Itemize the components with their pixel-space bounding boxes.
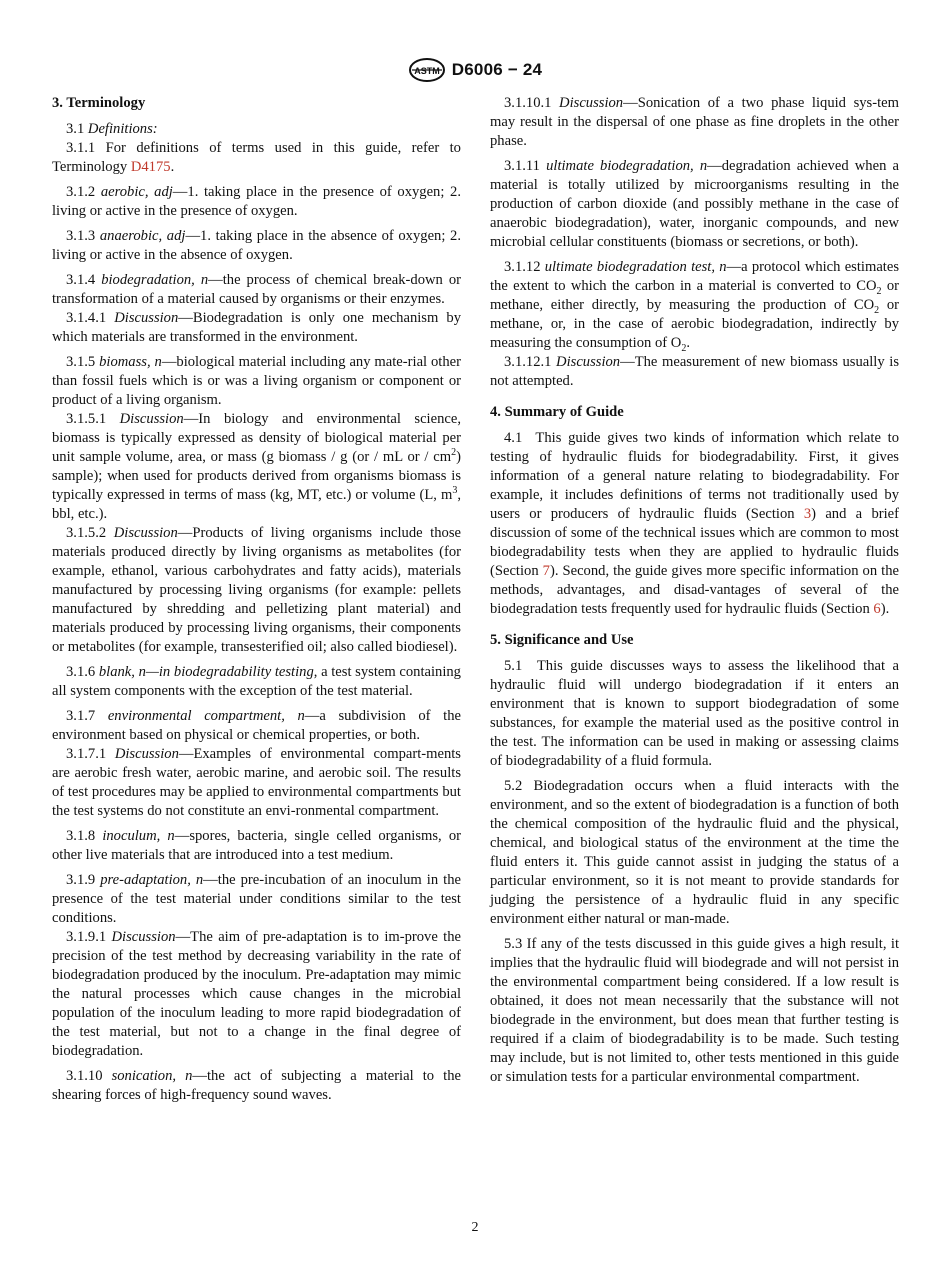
para-3-1-7-1: 3.1.7.1 Discussion—Examples of environmental compart-ments are aerobic fresh water, aerobic marine, and aerobic soil. The results of test procedures may be applied to environmental compartments but the test systems do not constitute an envi-ronmental compartment.: [52, 746, 461, 819]
ref-section-3-link[interactable]: 3: [803, 506, 812, 522]
para-3-1-9: 3.1.9 pre-adaptation, n—the pre-incubation of an inoculum in the presence of the test material under conditions similar to the test conditions.: [52, 872, 461, 926]
document-id: D6006 − 24: [451, 60, 543, 79]
ref-section-6-link[interactable]: 6: [873, 601, 881, 617]
section-4-heading: 4. Summary of Guide: [490, 404, 624, 420]
para-3-1-5-2: 3.1.5.2 Discussion—Products of living organisms include those materials produced directly by living organisms as metabolites (for example, ethanol, various carbohydrates and fatty acids), materials manufactured by processing living organisms (for example: pellets manufactured by shredding and pelletizing plant material) and materials produced by processing living organisms, their components or metabolites (for example, transesterified oil; also called biodiesel).: [52, 525, 461, 655]
para-3-1-10-1: 3.1.10.1 Discussion—Sonication of a two phase liquid sys-tem may result in the dispersal of one phase as fine droplets in the other phase.: [490, 95, 899, 149]
ref-d4175-link[interactable]: D4175: [130, 159, 171, 175]
para-3-1-7: 3.1.7 environmental compartment, n—a subdivision of the environment based on physical or chemical properties, or both.: [52, 708, 461, 743]
page-header: [0, 56, 950, 84]
para-3-1-4: 3.1.4 biodegradation, n—the process of chemical break-down or transformation of a material caused by organisms or their enzymes.: [52, 272, 461, 307]
svg-text:ASTM: ASTM: [414, 66, 440, 76]
para-3-1-12-1: 3.1.12.1 Discussion—The measurement of new biomass usually is not attempted.: [490, 354, 899, 389]
section-5-heading: 5. Significance and Use: [490, 632, 634, 648]
para-5-1: 5.1 This guide discusses ways to assess the likelihood that a hydraulic fluid will undergo biodegradation if it enters an environment that is known to support biodegradation of some substances, for example the material used as the positive control in the test. The information can be used in making or assessing claims of biodegradability of a fluid formula.: [490, 658, 899, 769]
para-5-3: 5.3 If any of the tests discussed in this guide gives a high result, it implies that the hydraulic fluid will biodegrade and will not persist in the environmental compartment being considered. If a low result is obtained, it does not mean necessarily that the substance will not biodegrade in the environment, but does mean that further testing is required if a claim of biodegradability is to be made. Such testing may include, but is not limited to, other tests mentioned in this guide or simulation tests for a particular environmental compartment.: [490, 936, 899, 1085]
para-5-2: 5.2 Biodegradation occurs when a fluid interacts with the environment, and so the extent of biodegradation is a function of both the chemical composition of the hydraulic fluid and the physical, chemical, and biological status of the environment at the time the fluid enters it. This guide cannot assist in judging the status of a particular environment, so it is not meant to provide standards for judging the persistence of a hydraulic fluid in any specific environment either natural or man-made.: [490, 778, 899, 927]
para-3-1-11: 3.1.11 ultimate biodegradation, n—degradation achieved when a material is totally utilized by microorganisms resulting in the production of carbon dioxide (and possibly methane in the case of anaerobic biodegradation), water, inorganic compounds, and new microbial cellular constituents (biomass or secretions, or both).: [490, 158, 899, 250]
para-3-1-4-1: 3.1.4.1 Discussion—Biodegradation is only one mechanism by which materials are transformed in the environment.: [52, 310, 461, 345]
para-3-1-6: 3.1.6 blank, n—in biodegradability testing, a test system containing all system components with the exception of the test material.: [52, 664, 461, 699]
right-column: [490, 94, 899, 1093]
para-3-1-9-1: 3.1.9.1 Discussion—The aim of pre-adaptation is to im-prove the precision of the test method by decreasing variability in the rate of biodegradation produced by the inoculum. Pre-adaptation may mimic the natural processes which cause changes in the microbial population of the inoculum leading to more rapid biodegradation of the test material, but not to a change in the final degree of biodegradation.: [52, 929, 461, 1059]
para-3-1-10: 3.1.10 sonication, n—the act of subjecting a material to the shearing forces of high-frequency sound waves.: [52, 1068, 461, 1103]
para-4-1: 4.1 This guide gives two kinds of information which relate to testing of hydraulic fluids for biodegradability. First, it gives information of a general nature relating to biodegradability. For example, it includes definitions of terms not traditionally used by users or producers of hydraulic fluids (Section 3) and a brief discussion of some of the technical issues which are common to most biodegradability tests when they are applied to hydraulic fluids (Section 7). Second, the guide gives more specific information on the methods, advantages, and disad-vantages of several of the biodegradation tests frequently used for hydraulic fluids (Section 6).: [490, 430, 900, 617]
para-3-1-5: 3.1.5 biomass, n—biological material including any mate-rial other than fossil fuels which is or was a living organism or component or product of a living organism.: [52, 354, 461, 408]
astm-logo-icon: [408, 57, 446, 83]
para-3-1-12: 3.1.12 ultimate biodegradation test, n—a protocol which estimates the extent to which the carbon in a material is converted to $CO_2$ or methane, either directly, by measuring the production of $CO_2$ or methane, or, in the case of aerobic biodegradation, indirectly by measuring the consumption of $O_2$.: [490, 259, 900, 354]
left-column: [52, 94, 461, 1111]
section-3-heading: 3. Terminology: [52, 95, 146, 111]
para-3-1-8: 3.1.8 inoculum, n—spores, bacteria, single celled organisms, or other live materials that are introduced into a test medium.: [52, 828, 461, 863]
para-3-1-2: 3.1.2 aerobic, adj—1. taking place in the presence of oxygen; 2. living or active in the presence of oxygen.: [52, 184, 461, 219]
para-3-1-3: 3.1.3 anaerobic, adj—1. taking place in the absence of oxygen; 2. living or active in the absence of oxygen.: [52, 228, 461, 263]
para-3-1-5-1: 3.1.5.1 Discussion—In biology and environmental science, biomass is typically expressed as density of biological material per unit sample volume, area, or mass (g biomass / g (or / mL or / $cm^2$) sample); when used for products derived from organisms biomass is typically expressed in terms of mass (kg, MT, etc.) or volume (L, $m^3$, bbl, etc.).: [52, 411, 461, 522]
para-3-1: 3.1 Definitions:: [66, 121, 158, 137]
page-number: 2: [471, 1220, 479, 1235]
ref-section-7-link[interactable]: 7: [542, 563, 550, 579]
para-3-1-1: 3.1.1 For definitions of terms used in this guide, refer to Terminology D4175.: [52, 140, 461, 175]
